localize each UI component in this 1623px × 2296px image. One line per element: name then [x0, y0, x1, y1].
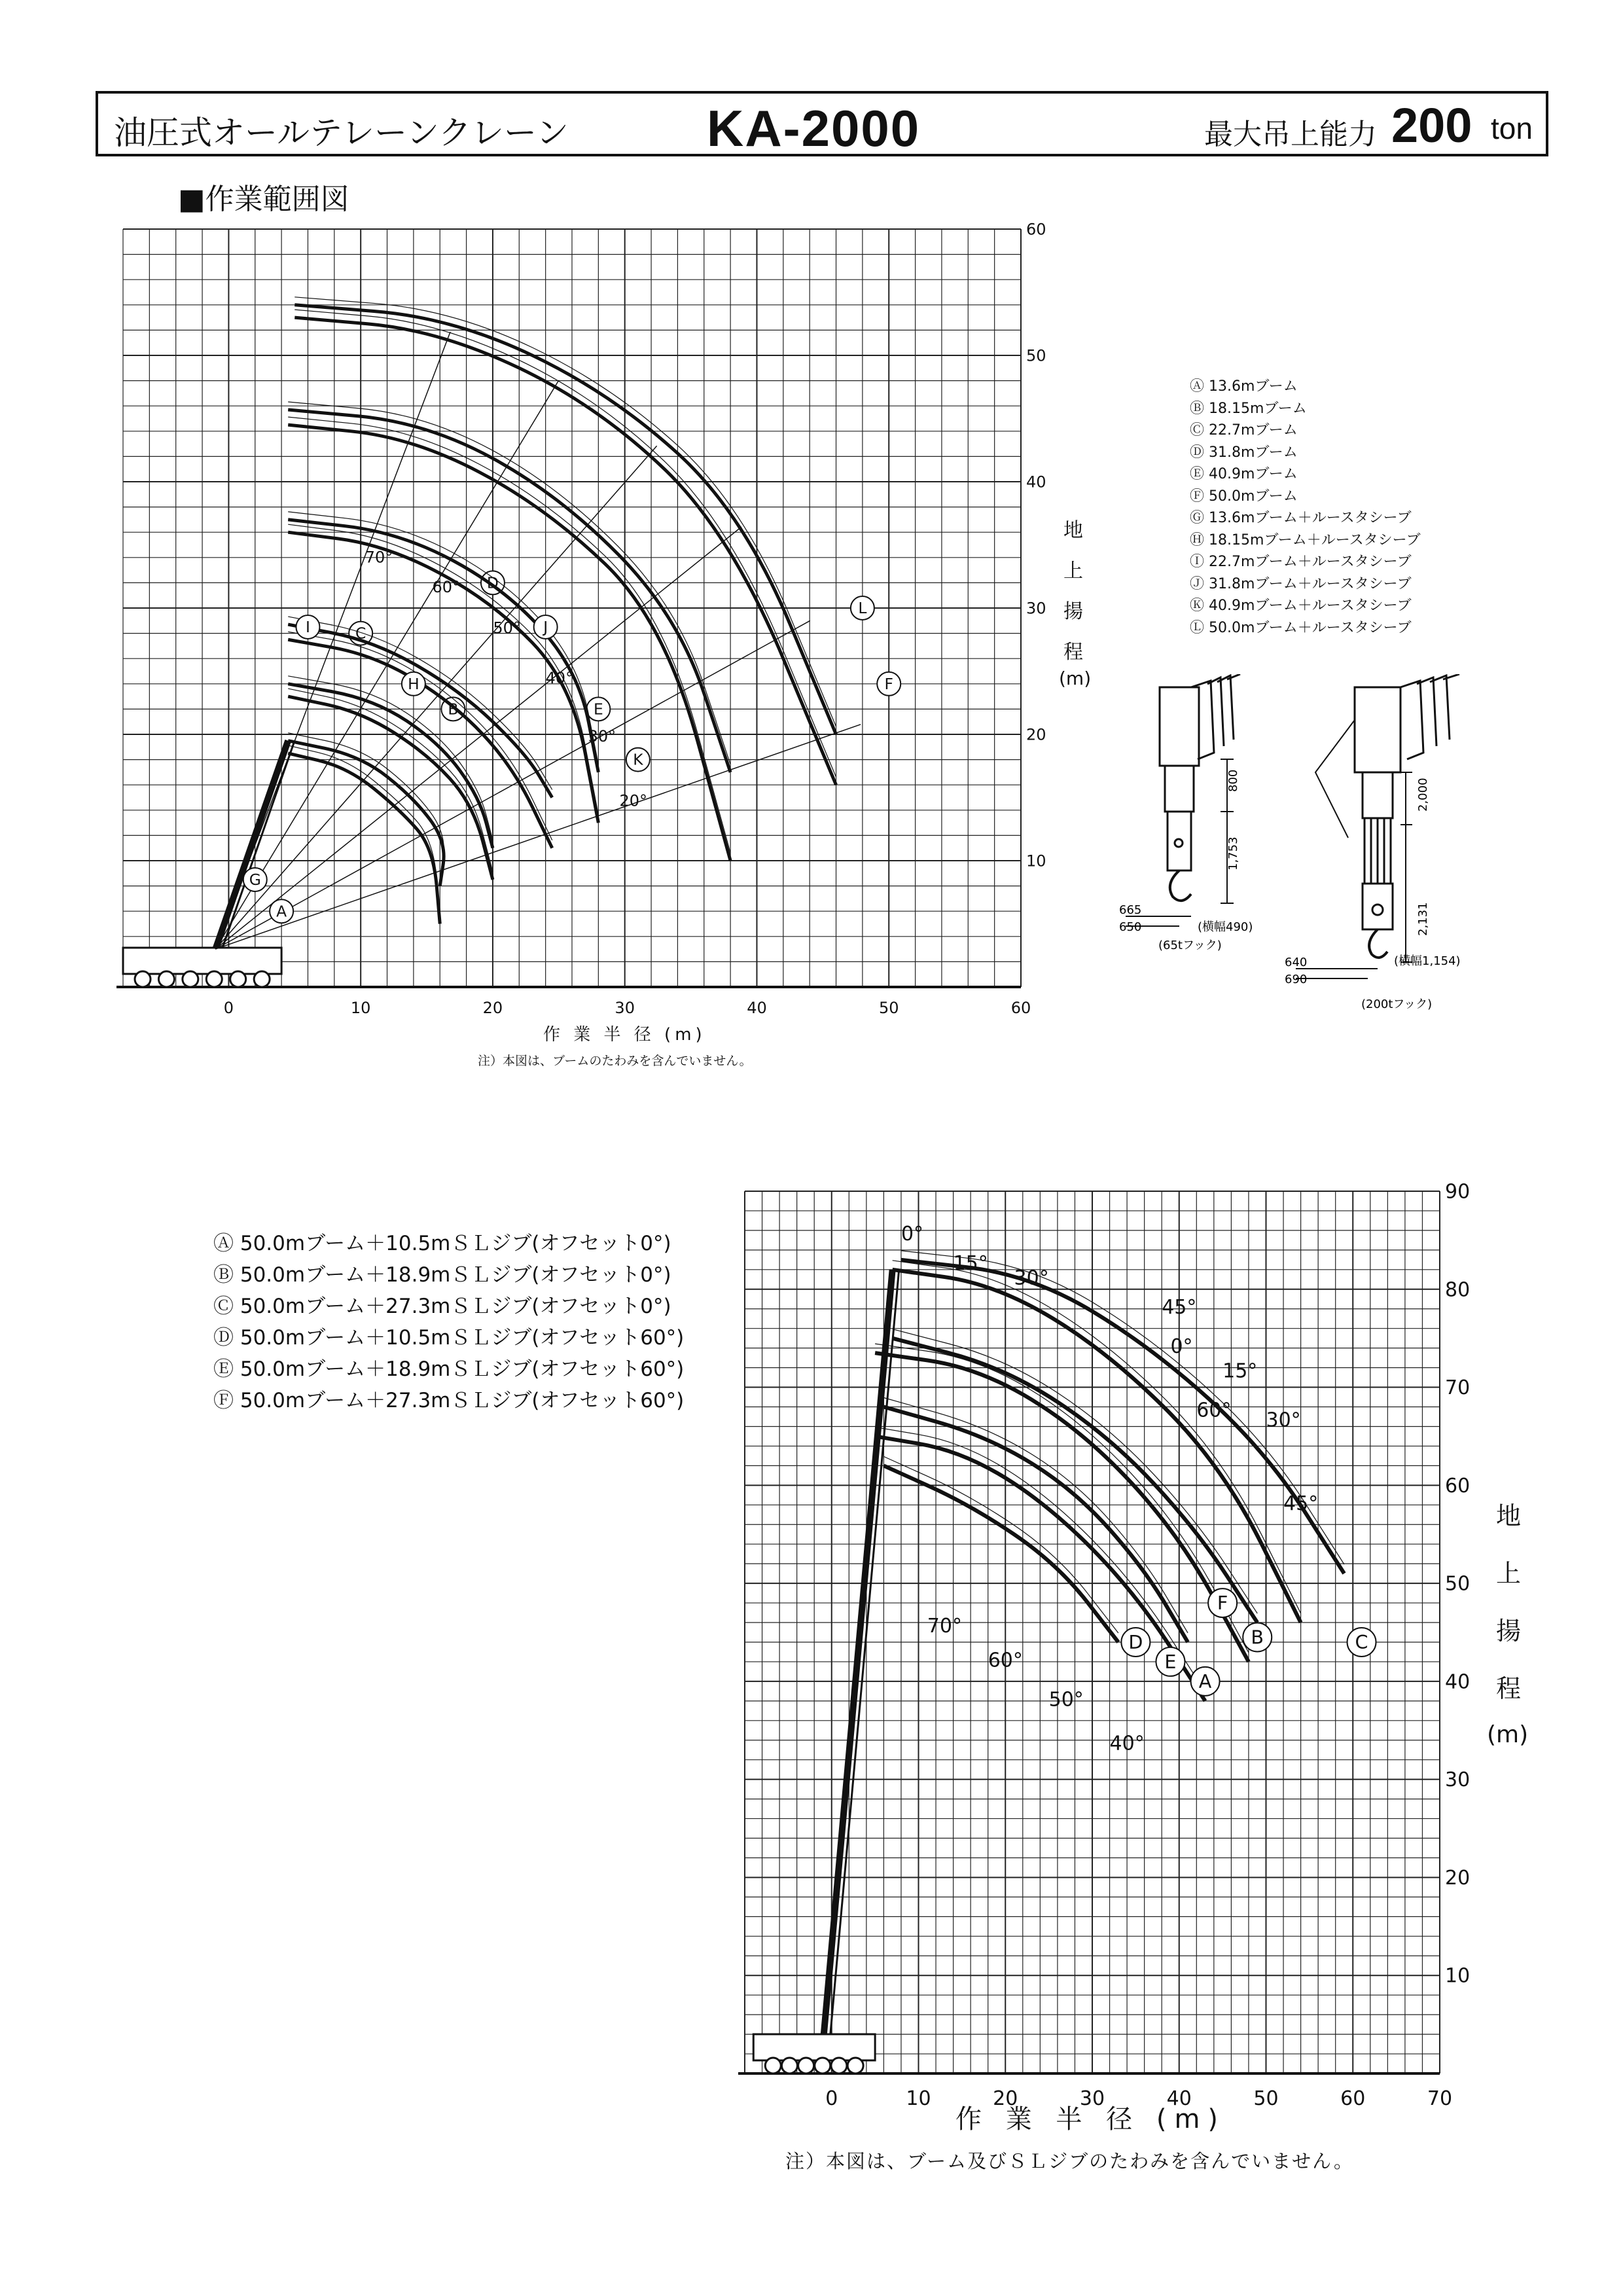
- series-label-e: E: [1164, 1650, 1177, 1673]
- hook-65t-drawing: [1126, 674, 1240, 926]
- hook-diagrams: [1099, 674, 1505, 1028]
- x-tick-label: 30: [615, 999, 635, 1017]
- x-tick-label: 70: [1427, 2087, 1453, 2110]
- crane-wheel: [765, 2058, 781, 2073]
- jib-angle-label: 15°: [953, 1251, 988, 1275]
- legend-item-g: Ⓖ 13.6mブーム＋ルースタシーブ: [1190, 510, 1412, 526]
- series-label-f: F: [884, 674, 893, 693]
- x-tick-label: 20: [482, 999, 503, 1017]
- crane-wheel: [206, 971, 222, 987]
- legend-item-c: Ⓒ 22.7mブーム: [1190, 422, 1298, 439]
- y-tick-label: 30: [1445, 1768, 1471, 1792]
- chart1-note: 注）本図は、ブームのたわみを含んでいません。: [478, 1054, 752, 1068]
- jib-angle-label: 60°: [988, 1649, 1023, 1672]
- crane-wheel: [798, 2058, 814, 2073]
- series-label-a: A: [1198, 1670, 1212, 1693]
- crane-wheel: [847, 2058, 863, 2073]
- series-label-g: G: [249, 870, 261, 889]
- jib-angle-label: 60°: [1196, 1399, 1232, 1422]
- chart1-xlabel: 作 業 半 径 (m): [543, 1025, 706, 1045]
- x-tick-label: 30: [1079, 2087, 1105, 2110]
- capacity-unit: ton: [1491, 111, 1533, 145]
- y-tick-label: 50: [1026, 346, 1046, 365]
- x-tick-label: 60: [1340, 2087, 1366, 2110]
- jib-angle-label: 50°: [1048, 1688, 1084, 1712]
- hook-200t-drawing: [1296, 674, 1459, 978]
- series-label-l: L: [858, 599, 867, 618]
- x-tick-label: 10: [906, 2087, 931, 2110]
- hook-200t-dim-640: 640: [1285, 956, 1308, 969]
- legend-item-f: Ⓕ 50.0mブーム: [1190, 488, 1298, 505]
- series-label-i: I: [306, 618, 310, 637]
- y-tick-label: 40: [1445, 1670, 1471, 1694]
- ylabel-char: 揚: [1063, 600, 1083, 623]
- y-tick-label: 20: [1026, 725, 1046, 744]
- series-label-k: K: [633, 750, 643, 769]
- jib-angle-label: 70°: [927, 1615, 962, 1638]
- legend-item-a: Ⓐ 13.6mブーム: [1190, 378, 1298, 395]
- ylabel-char: 揚: [1495, 1617, 1521, 1645]
- y-tick-label: 10: [1445, 1964, 1471, 1988]
- series-label-c: C: [1355, 1630, 1368, 1653]
- chart1-ylabel: [1060, 511, 1086, 673]
- jib-angle-label: 0°: [1170, 1335, 1193, 1359]
- crane-wheel: [815, 2058, 830, 2073]
- boom-angle-label: 30°: [588, 726, 616, 745]
- y-tick-label: 20: [1445, 1866, 1471, 1890]
- series-curve-edge-c-outer: [901, 1251, 1344, 1564]
- jib-angle-label: 15°: [1222, 1359, 1258, 1383]
- legend2-item-d: Ⓓ 50.0mブーム＋10.5mＳＬジブ(オフセット60°): [213, 1326, 685, 1350]
- chart1-legend: [1190, 376, 1421, 639]
- series-curve-g: [288, 741, 444, 886]
- series-curve-edge-f: [294, 310, 836, 777]
- chart2-legend: [213, 1228, 684, 1416]
- grid: [745, 1191, 1440, 2073]
- ylabel-char: 程: [1495, 1674, 1521, 1703]
- x-tick-label: 0: [825, 2087, 838, 2110]
- series-label-h: H: [408, 674, 419, 693]
- legend-item-i: Ⓘ 22.7mブーム＋ルースタシーブ: [1190, 554, 1412, 570]
- x-tick-label: 50: [878, 999, 899, 1017]
- y-tick-label: 40: [1026, 473, 1046, 492]
- legend2-item-f: Ⓕ 50.0mブーム＋27.3mＳＬジブ(オフセット60°): [213, 1389, 685, 1412]
- jib-angle-label: 40°: [1109, 1732, 1145, 1755]
- series-label-a: A: [276, 902, 287, 921]
- ylabel-char: 地: [1063, 519, 1083, 542]
- series-curve-a: [288, 753, 440, 924]
- crane-carrier: [123, 948, 281, 974]
- crane-type: 油圧式オールテレーンクレーン: [114, 114, 569, 152]
- hook-200t-dim-2131: 2,131: [1416, 902, 1430, 936]
- series-label-e: E: [593, 700, 603, 719]
- boom-angle-label: 50°: [493, 619, 521, 637]
- series-label-d: D: [486, 573, 499, 592]
- chart2-note: 注）本図は、ブーム及びＳＬジブのたわみを含んでいません。: [785, 2150, 1354, 2172]
- crane-boom-edge: [829, 1270, 899, 2044]
- boom-angle-label: 20°: [619, 791, 648, 810]
- hook-65t-dim-665: 665: [1119, 903, 1142, 917]
- crane-wheel: [230, 971, 246, 987]
- y-tick-label: 50: [1445, 1572, 1471, 1596]
- jib-angle-label: 30°: [1266, 1408, 1301, 1432]
- series-label-c: C: [355, 624, 366, 643]
- legend-item-k: Ⓚ 40.9mブーム＋ルースタシーブ: [1190, 598, 1412, 614]
- x-tick-label: 40: [747, 999, 767, 1017]
- crane-wheel: [831, 2058, 847, 2073]
- boom-angle-label: 40°: [545, 669, 574, 688]
- hook-65t-dim-1753: 1,753: [1226, 836, 1240, 870]
- x-tick-label: 10: [350, 999, 371, 1017]
- series-label-f: F: [1217, 1591, 1228, 1614]
- legend2-item-b: Ⓑ 50.0mブーム＋18.9mＳＬジブ(オフセット0°): [213, 1263, 671, 1287]
- chart1-ylabel-unit: (m): [1059, 668, 1092, 689]
- hook-65t-caption: (65tフック): [1158, 939, 1222, 952]
- legend-item-l: Ⓛ 50.0mブーム＋ルースタシーブ: [1190, 619, 1412, 636]
- legend2-item-a: Ⓐ 50.0mブーム＋10.5mＳＬジブ(オフセット0°): [213, 1232, 671, 1255]
- x-tick-label: 20: [993, 2087, 1018, 2110]
- jib-angle-label: 45°: [1162, 1296, 1197, 1319]
- ylabel-char: 上: [1495, 1559, 1521, 1588]
- y-tick-label: 90: [1445, 1180, 1471, 1204]
- boom-angle-label: 60°: [432, 578, 461, 597]
- jib-angle-label: 30°: [1014, 1266, 1049, 1290]
- ylabel-char: 地: [1495, 1501, 1521, 1530]
- legend-item-e: Ⓔ 40.9mブーム: [1190, 466, 1298, 482]
- hook-200t-width: (横幅1,154): [1394, 954, 1461, 968]
- jib-angle-label: 0°: [901, 1222, 924, 1246]
- crane-wheel: [183, 971, 198, 987]
- model-name: KA-2000: [707, 99, 921, 157]
- chart2-ylabel-unit: (m): [1487, 1721, 1529, 1748]
- series-label-d: D: [1128, 1630, 1143, 1653]
- ylabel-char: 程: [1063, 641, 1083, 664]
- capacity-value: 200: [1391, 98, 1472, 152]
- ylabel-char: 上: [1063, 560, 1083, 583]
- series-label-b: B: [448, 700, 459, 719]
- y-tick-label: 60: [1026, 220, 1046, 239]
- hook-200t-dim-690: 690: [1285, 973, 1308, 986]
- legend-item-b: Ⓑ 18.15mブーム: [1190, 400, 1307, 417]
- chart2-ylabel: [1492, 1487, 1525, 1717]
- jib-angle-label: 45°: [1283, 1492, 1319, 1515]
- hook-65t-width: (横幅490): [1198, 920, 1253, 934]
- hook-200t-dim-2000: 2,000: [1416, 778, 1430, 812]
- hook-200t-caption: (200tフック): [1361, 997, 1433, 1011]
- capacity-label: 最大吊上能力: [1204, 118, 1377, 151]
- crane-carrier: [753, 2034, 875, 2060]
- crane-wheel: [781, 2058, 797, 2073]
- legend-item-h: Ⓗ 18.15mブーム＋ルースタシーブ: [1190, 531, 1421, 548]
- x-tick-label: 0: [223, 999, 234, 1017]
- x-tick-label: 40: [1166, 2087, 1192, 2110]
- y-tick-label: 60: [1445, 1474, 1471, 1498]
- series-label-b: B: [1251, 1626, 1264, 1649]
- series-label-j: J: [543, 618, 548, 637]
- hook-65t-dim-650: 650: [1119, 920, 1142, 934]
- crane-boom: [823, 1270, 892, 2044]
- hook-65t-dim-800: 800: [1226, 769, 1240, 792]
- x-tick-label: 50: [1253, 2087, 1279, 2110]
- series-curve-edge-b: [875, 1344, 1249, 1653]
- y-tick-label: 70: [1445, 1376, 1471, 1400]
- x-tick-label: 60: [1010, 999, 1031, 1017]
- legend-item-j: Ⓙ 31.8mブーム＋ルースタシーブ: [1190, 575, 1412, 592]
- crane-wheel: [158, 971, 174, 987]
- legend2-item-c: Ⓒ 50.0mブーム＋27.3mＳＬジブ(オフセット0°): [213, 1295, 671, 1318]
- y-tick-label: 80: [1445, 1278, 1471, 1302]
- y-tick-label: 10: [1026, 852, 1046, 870]
- section-title: ■作業範囲図: [178, 183, 349, 216]
- boom-angle-line: [215, 332, 450, 949]
- legend-item-d: Ⓓ 31.8mブーム: [1190, 444, 1298, 461]
- boom-angle-label: 70°: [365, 548, 393, 567]
- chart2-xlabel: 作 業 半 径 (m): [955, 2104, 1226, 2134]
- y-tick-label: 30: [1026, 599, 1046, 618]
- crane-wheel: [254, 971, 270, 987]
- crane-wheel: [135, 971, 151, 987]
- legend2-item-e: Ⓔ 50.0mブーム＋18.9mＳＬジブ(オフセット60°): [213, 1357, 685, 1381]
